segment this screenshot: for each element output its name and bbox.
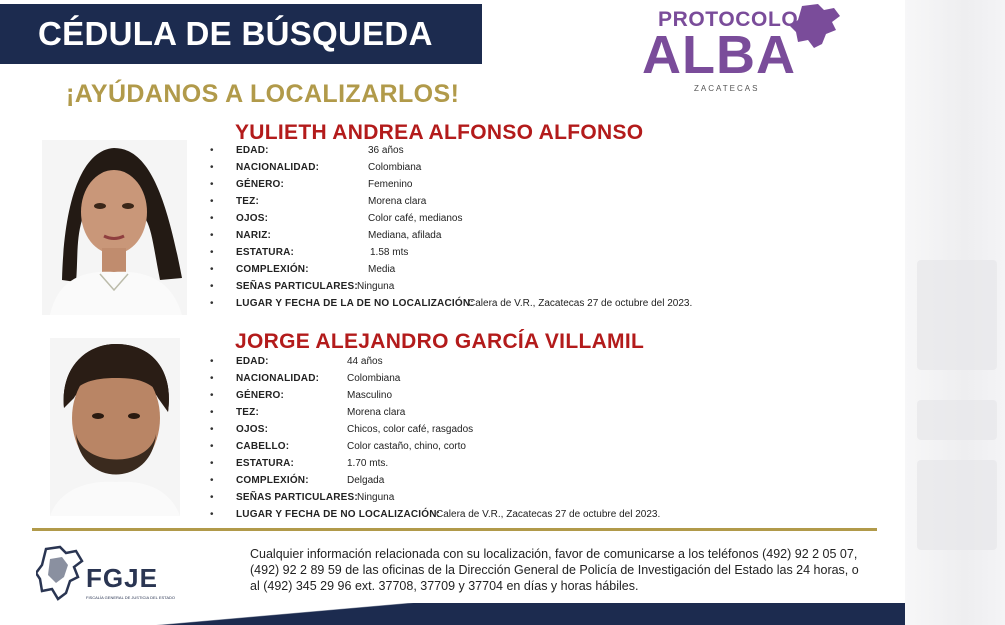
detail-label: LUGAR Y FECHA DE LA DE NO LOCALIZACIÓN: <box>236 298 474 309</box>
person-photo <box>42 140 187 315</box>
detail-value: Femenino <box>368 179 413 190</box>
detail-value: Color castaño, chino, corto <box>347 441 466 452</box>
detail-label: LUGAR Y FECHA DE NO LOCALIZACIÓN: <box>236 509 441 520</box>
detail-value: 36 años <box>368 145 404 156</box>
section-divider <box>32 528 877 531</box>
fgje-fullname: FISCALÍA GENERAL DE JUSTICIA DEL ESTADO <box>86 595 175 600</box>
zacatecas-map-icon <box>36 545 84 609</box>
bullet-icon: • <box>210 475 214 486</box>
bullet-icon: • <box>210 356 214 367</box>
bullet-icon: • <box>210 196 214 207</box>
detail-row <box>210 162 910 179</box>
person-photo <box>50 338 180 516</box>
bullet-icon: • <box>210 145 214 156</box>
detail-row <box>210 213 910 230</box>
detail-value: 1.70 mts. <box>347 458 389 469</box>
person-name: YULIETH ANDREA ALFONSO ALFONSO <box>235 121 644 144</box>
page-title: CÉDULA DE BÚSQUEDA <box>38 15 433 52</box>
detail-value: Morena clara <box>368 196 427 207</box>
detail-label: EDAD: <box>236 145 269 156</box>
bottom-band <box>0 603 905 625</box>
zacatecas-map-icon <box>788 4 844 52</box>
logo-line2: ALBA <box>642 25 796 85</box>
ghost-card <box>917 260 997 370</box>
subtitle: ¡AYÚDANOS A LOCALIZARLOS! <box>66 80 460 108</box>
detail-label: ESTATURA: <box>236 458 295 469</box>
bullet-icon: • <box>210 509 214 520</box>
bullet-icon: • <box>210 247 214 258</box>
detail-row <box>210 509 910 526</box>
detail-value: Morena clara <box>347 407 406 418</box>
detail-label: NACIONALIDAD: <box>236 373 320 384</box>
detail-value: Calera de V.R., Zacatecas 27 de octubre del 2023. <box>436 509 661 520</box>
detail-label: GÉNERO: <box>236 179 285 190</box>
detail-label: OJOS: <box>236 213 269 224</box>
detail-label: SEÑAS PARTICULARES: <box>236 492 358 503</box>
detail-value: Masculino <box>347 390 393 401</box>
detail-value: Delgada <box>347 475 385 486</box>
detail-row <box>210 230 910 247</box>
ghost-card <box>917 460 997 550</box>
detail-row <box>210 298 910 315</box>
detail-label: ESTATURA: <box>236 247 295 258</box>
detail-row <box>210 492 910 509</box>
detail-value: Ninguna <box>357 281 395 292</box>
bullet-icon: • <box>210 458 214 469</box>
logo-line1: PROTOCOLO <box>658 8 799 31</box>
bullet-icon: • <box>210 373 214 384</box>
logo-line3: ZACATECAS <box>694 84 760 93</box>
detail-row <box>210 247 910 264</box>
detail-value: Color café, medianos <box>368 213 463 224</box>
detail-label: SEÑAS PARTICULARES: <box>236 281 358 292</box>
contact-line: al (492) 345 29 96 ext. 37708, 37709 y 37704 en días y horas hábiles. <box>250 579 639 593</box>
detail-row <box>210 196 910 213</box>
detail-value: Colombiana <box>368 162 422 173</box>
detail-row <box>210 390 910 407</box>
detail-value: Ninguna <box>357 492 395 503</box>
detail-value: Calera de V.R., Zacatecas 27 de octubre del 2023. <box>468 298 693 309</box>
bullet-icon: • <box>210 407 214 418</box>
detail-value: Mediana, afilada <box>368 230 442 241</box>
detail-row <box>210 179 910 196</box>
fgje-wordmark: FGJE <box>86 563 158 593</box>
detail-label: EDAD: <box>236 356 269 367</box>
detail-value: Media <box>368 264 396 275</box>
detail-row <box>210 475 910 492</box>
bullet-icon: • <box>210 441 214 452</box>
ghost-card <box>917 400 997 440</box>
detail-label: TEZ: <box>236 196 260 207</box>
contact-line: Cualquier información relacionada con su localización, favor de comunicarse a los teléfonos (492) 92 2 05 07, <box>250 547 858 561</box>
detail-label: TEZ: <box>236 407 260 418</box>
protocolo-alba-logo <box>640 4 850 96</box>
bullet-icon: • <box>210 492 214 503</box>
detail-label: NACIONALIDAD: <box>236 162 320 173</box>
bullet-icon: • <box>210 298 214 309</box>
detail-row <box>210 145 910 162</box>
bullet-icon: • <box>210 281 214 292</box>
detail-row <box>210 424 910 441</box>
bullet-icon: • <box>210 264 214 275</box>
bullet-icon: • <box>210 179 214 190</box>
bullet-icon: • <box>210 230 214 241</box>
detail-row <box>210 458 910 475</box>
background-shadow-area <box>905 0 1005 625</box>
person-name: JORGE ALEJANDRO GARCÍA VILLAMIL <box>235 330 645 353</box>
detail-label: NARIZ: <box>236 230 272 241</box>
woman-portrait-icon <box>42 140 187 315</box>
contact-line: (492) 92 2 89 59 de las oficinas de la Dirección General de Policía de Investigación del Estado las 24 horas, o <box>250 563 859 577</box>
detail-value: 1.58 mts <box>370 247 409 258</box>
detail-row <box>210 373 910 390</box>
bullet-icon: • <box>210 424 214 435</box>
man-portrait-icon <box>50 338 180 516</box>
detail-label: GÉNERO: <box>236 390 285 401</box>
detail-row <box>210 407 910 424</box>
bullet-icon: • <box>210 213 214 224</box>
detail-row <box>210 441 910 458</box>
detail-value: 44 años <box>347 356 383 367</box>
detail-row <box>210 281 910 298</box>
bullet-icon: • <box>210 390 214 401</box>
detail-label: COMPLEXIÓN: <box>236 264 309 275</box>
detail-value: Chicos, color café, rasgados <box>347 424 474 435</box>
contact-info <box>250 546 890 594</box>
detail-row <box>210 264 910 281</box>
detail-row <box>210 356 910 373</box>
detail-label: CABELLO: <box>236 441 290 452</box>
detail-label: OJOS: <box>236 424 269 435</box>
detail-value: Colombiana <box>347 373 401 384</box>
detail-label: COMPLEXIÓN: <box>236 475 309 486</box>
bullet-icon: • <box>210 162 214 173</box>
header-banner <box>0 4 482 64</box>
